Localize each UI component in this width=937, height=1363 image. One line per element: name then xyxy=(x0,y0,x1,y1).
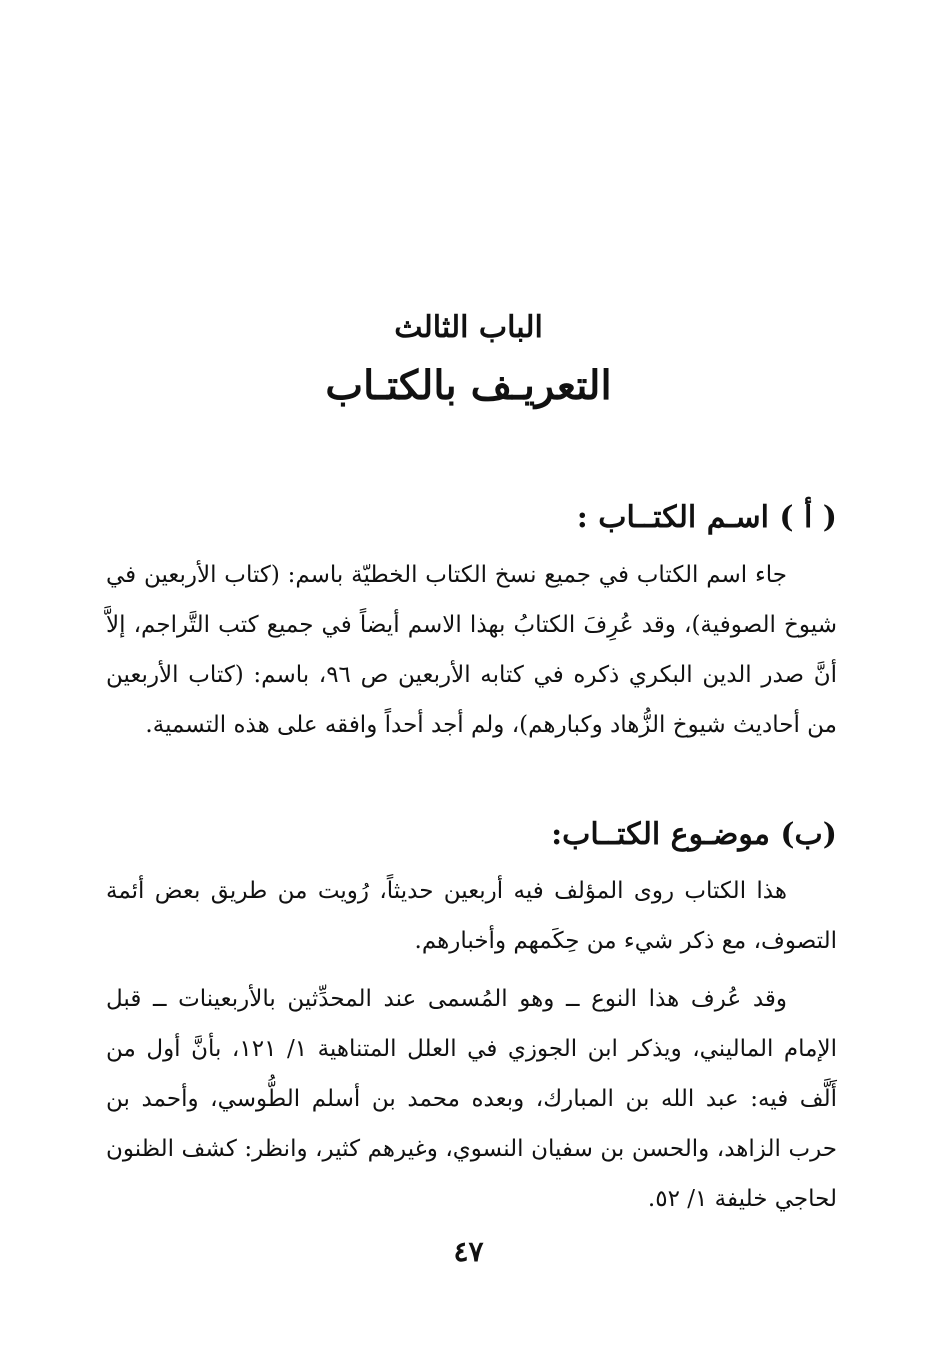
paragraph-book-subject-1: هذا الكتاب روى المؤلف فيه أربعين حديثاً، رُويت من طريق بعض أئمة التصوف، مع ذكر شيء من حِكَمهم وأخبارهم. xyxy=(106,878,837,954)
chapter-label: الباب الثالث xyxy=(394,310,543,345)
page-number: ٤٧ xyxy=(453,1235,484,1268)
paragraph-book-name: جاء اسم الكتاب في جميع نسخ الكتاب الخطيّة باسم: (كتاب الأربعين في شيوخ الصوفية)، وقد عُرِفَ الكتابُ بهذا الاسم أيضاً في جميع كتب التَّراجم، إلاَّ أنَّ صدر الدين البكري ذكره في كتابه الأربعين ص ٩٦، باسم: (كتاب الأربعين من أحاديث شيوخ الزُّهاد وكبارهم)، ولم أجد أحداً وافقه على هذه التسمية. xyxy=(106,562,837,738)
chapter-title: التعريـف بالكتـاب xyxy=(325,362,612,409)
section-heading-book-subject: (ب) موضـوع الكتــاب: xyxy=(551,817,837,852)
section-heading-book-name: ( أ ) اسـم الكتــاب : xyxy=(576,500,837,535)
paragraph-book-subject-2: وقد عُرف هذا النوع ــ وهو المُسمى عند المحدِّثين بالأربعينات ــ قبل الإمام الماليني، ويذكر ابن الجوزي في العلل المتناهية ١/ ١٢١، بأنَّ أول من أَلَّف فيه: عبد الله بن المبارك، وبعده محمد بن أسلم الطُّوسي، وأحمد بن حرب الزاهد، والحسن بن سفيان النسوي، وغيرهم كثير، وانظر: كشف الظنون لحاجي خليفة ١/ ٥٢. xyxy=(106,986,837,1212)
